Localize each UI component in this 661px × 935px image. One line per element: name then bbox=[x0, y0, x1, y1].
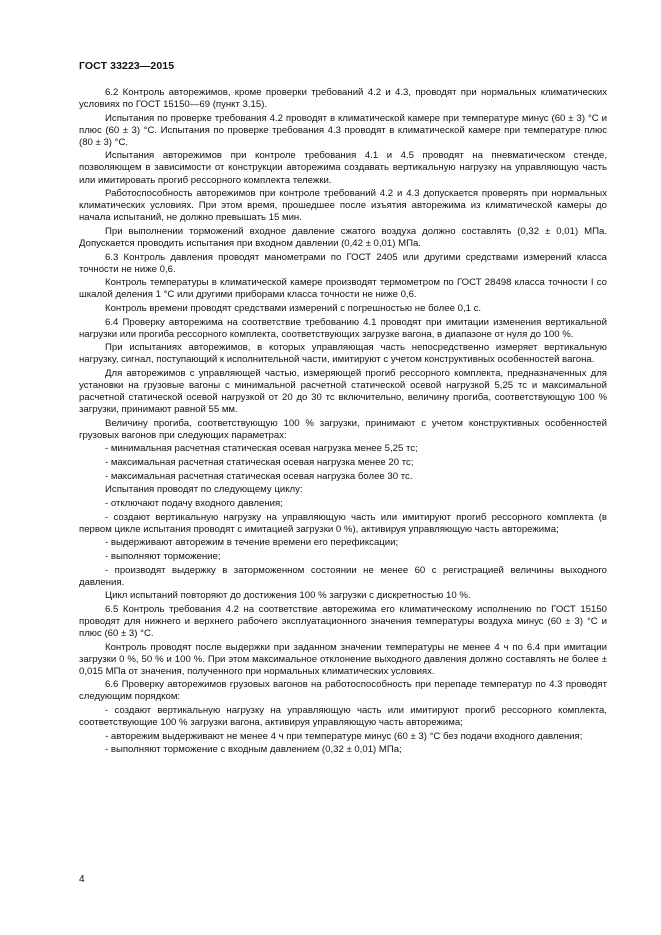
list-item: - создают вертикальную нагрузку на управляющую часть или имитируют прогиб рессорного комплекта (в первом цикле испытания проводят с имитацией загрузки 0 %), активируя управляющую часть авторежима; bbox=[79, 511, 607, 535]
paragraph: 6.4 Проверку авторежима на соответствие требованию 4.1 проводят при имитации изменения вертикальной нагрузки или прогиба рессорного комплекта, соответствующих загрузке вагона, в диапазоне от нуля до 100 %. bbox=[79, 316, 607, 340]
paragraph: Испытания авторежимов при контроле требования 4.1 и 4.5 проводят на пневматическом стенде, позволяющем в зависимости от конструкции авторежима создавать вертикальную нагрузку на управляющую часть или имитировать прогиб рессорного комплекта тележки. bbox=[79, 150, 607, 186]
paragraph: 6.2 Контроль авторежимов, кроме проверки требований 4.2 и 4.3, проводят при нормальных климатических условиях по ГОСТ 15150—69 (пункт 3.15). bbox=[79, 87, 607, 111]
paragraph: 6.6 Проверку авторежимов грузовых вагонов на работоспособность при перепаде температур по 4.3 проводят следующим порядком: bbox=[79, 679, 607, 703]
paragraph: При выполнении торможений входное давление сжатого воздуха должно составлять (0,32 ± 0,01) МПа. Допускается проводить испытания при входном давлении (0,42 ± 0,01) МПа. bbox=[79, 225, 607, 249]
document-body bbox=[79, 87, 607, 758]
list-item: - максимальная расчетная статическая осевая нагрузка более 30 тс. bbox=[105, 470, 413, 482]
paragraph: Величину прогиба, соответствующую 100 % загрузки, принимают с учетом конструктивных особенностей грузовых вагонов при следующих параметрах: bbox=[79, 417, 607, 441]
paragraph: Контроль температуры в климатической камере производят термометром по ГОСТ 28498 класса точности I со шкалой деления 1 °С или другими приборами класса точности не ниже 0,6. bbox=[79, 277, 607, 301]
paragraph: Контроль проводят после выдержки при заданном значении температуры не менее 4 ч по 6.4 при имитации загрузки 0 %, 50 % и 100 %. При этом максимальное отклонение выходного давления должно составлять не более ± 0,015 МПа от значения, полученного при нормальных климатических условиях. bbox=[79, 641, 607, 677]
list-item: - максимальная расчетная статическая осевая нагрузка менее 20 тс; bbox=[105, 457, 414, 469]
page-number: 4 bbox=[79, 874, 85, 885]
list-item: - выполняют торможение с входным давлением (0,32 ± 0,01) МПа; bbox=[105, 744, 402, 756]
list-item: - создают вертикальную нагрузку на управляющую часть или имитируют прогиб рессорного комплекта, соответствующие 100 % загрузки вагона, активируя управляющую часть авторежима; bbox=[79, 705, 607, 729]
paragraph: Цикл испытаний повторяют до достижения 100 % загрузки с дискретностью 10 %. bbox=[105, 590, 471, 602]
paragraph: Работоспособность авторежимов при контроле требований 4.2 и 4.3 допускается проверять при нормальных климатических условиях. При этом время, прошедшее после изъятия авторежима из климатической камеры до начала испытаний, не должно превышать 15 мин. bbox=[79, 188, 607, 224]
list-item: - выдерживают авторежим в течение времени его перефиксации; bbox=[105, 537, 399, 549]
list-item: - выполняют торможение; bbox=[105, 550, 221, 562]
paragraph: Для авторежимов с управляющей частью, измеряющей прогиб рессорного комплекта, предназначенных для установки на грузовые вагоны с минимальной расчетной статической осевой нагрузкой 5,25 тс и максимальной расчетной статической осевой нагрузкой от 20 до 30 тс включительно, величину прогиба, соответствующую 100 % загрузки, принимают равной 55 мм. bbox=[79, 367, 607, 416]
paragraph: 6.5 Контроль требования 4.2 на соответствие авторежима его климатическому исполнению по ГОСТ 15150 проводят для нижнего и верхнего рабочего эксплуатационного значения температуры воздуха минус (60 ± 3) °С и плюс (60 ± 3) °С. bbox=[79, 603, 607, 640]
list-item: - отключают подачу входного давления; bbox=[105, 498, 283, 509]
paragraph: Испытания проводят по следующему циклу: bbox=[105, 484, 303, 496]
list-item: - производят выдержку в заторможенном состоянии не менее 60 с регистрацией величины выходного давления. bbox=[79, 564, 607, 588]
paragraph: 6.3 Контроль давления проводят манометрами по ГОСТ 2405 или другими средствами измерений класса точности не ниже 0,6. bbox=[79, 251, 607, 275]
list-item: - минимальная расчетная статическая осевая нагрузка менее 5,25 тс; bbox=[105, 443, 418, 455]
document-header: ГОСТ 33223—2015 bbox=[79, 60, 175, 72]
paragraph: Контроль времени проводят средствами измерений с погрешностью не более 0,1 с. bbox=[105, 302, 482, 314]
paragraph: При испытаниях авторежимов, в которых управляющая часть непосредственно измеряет вертикальную нагрузку, сигнал, поступающий к исполнительной части, имитируют с учетом конструктивных особенностей вагона. bbox=[79, 342, 607, 366]
list-item: - авторежим выдерживают не менее 4 ч при температуре минус (60 ± 3) °С без подачи входного давления; bbox=[105, 730, 583, 742]
paragraph: Испытания по проверке требования 4.2 проводят в климатической камере при температуре минус (60 ± 3) °С и плюс (60 ± 3) °С. Испытания по проверке требования 4.3 проводят в климатической камере при температуре плюс (80 ± 3) °С. bbox=[79, 112, 607, 148]
